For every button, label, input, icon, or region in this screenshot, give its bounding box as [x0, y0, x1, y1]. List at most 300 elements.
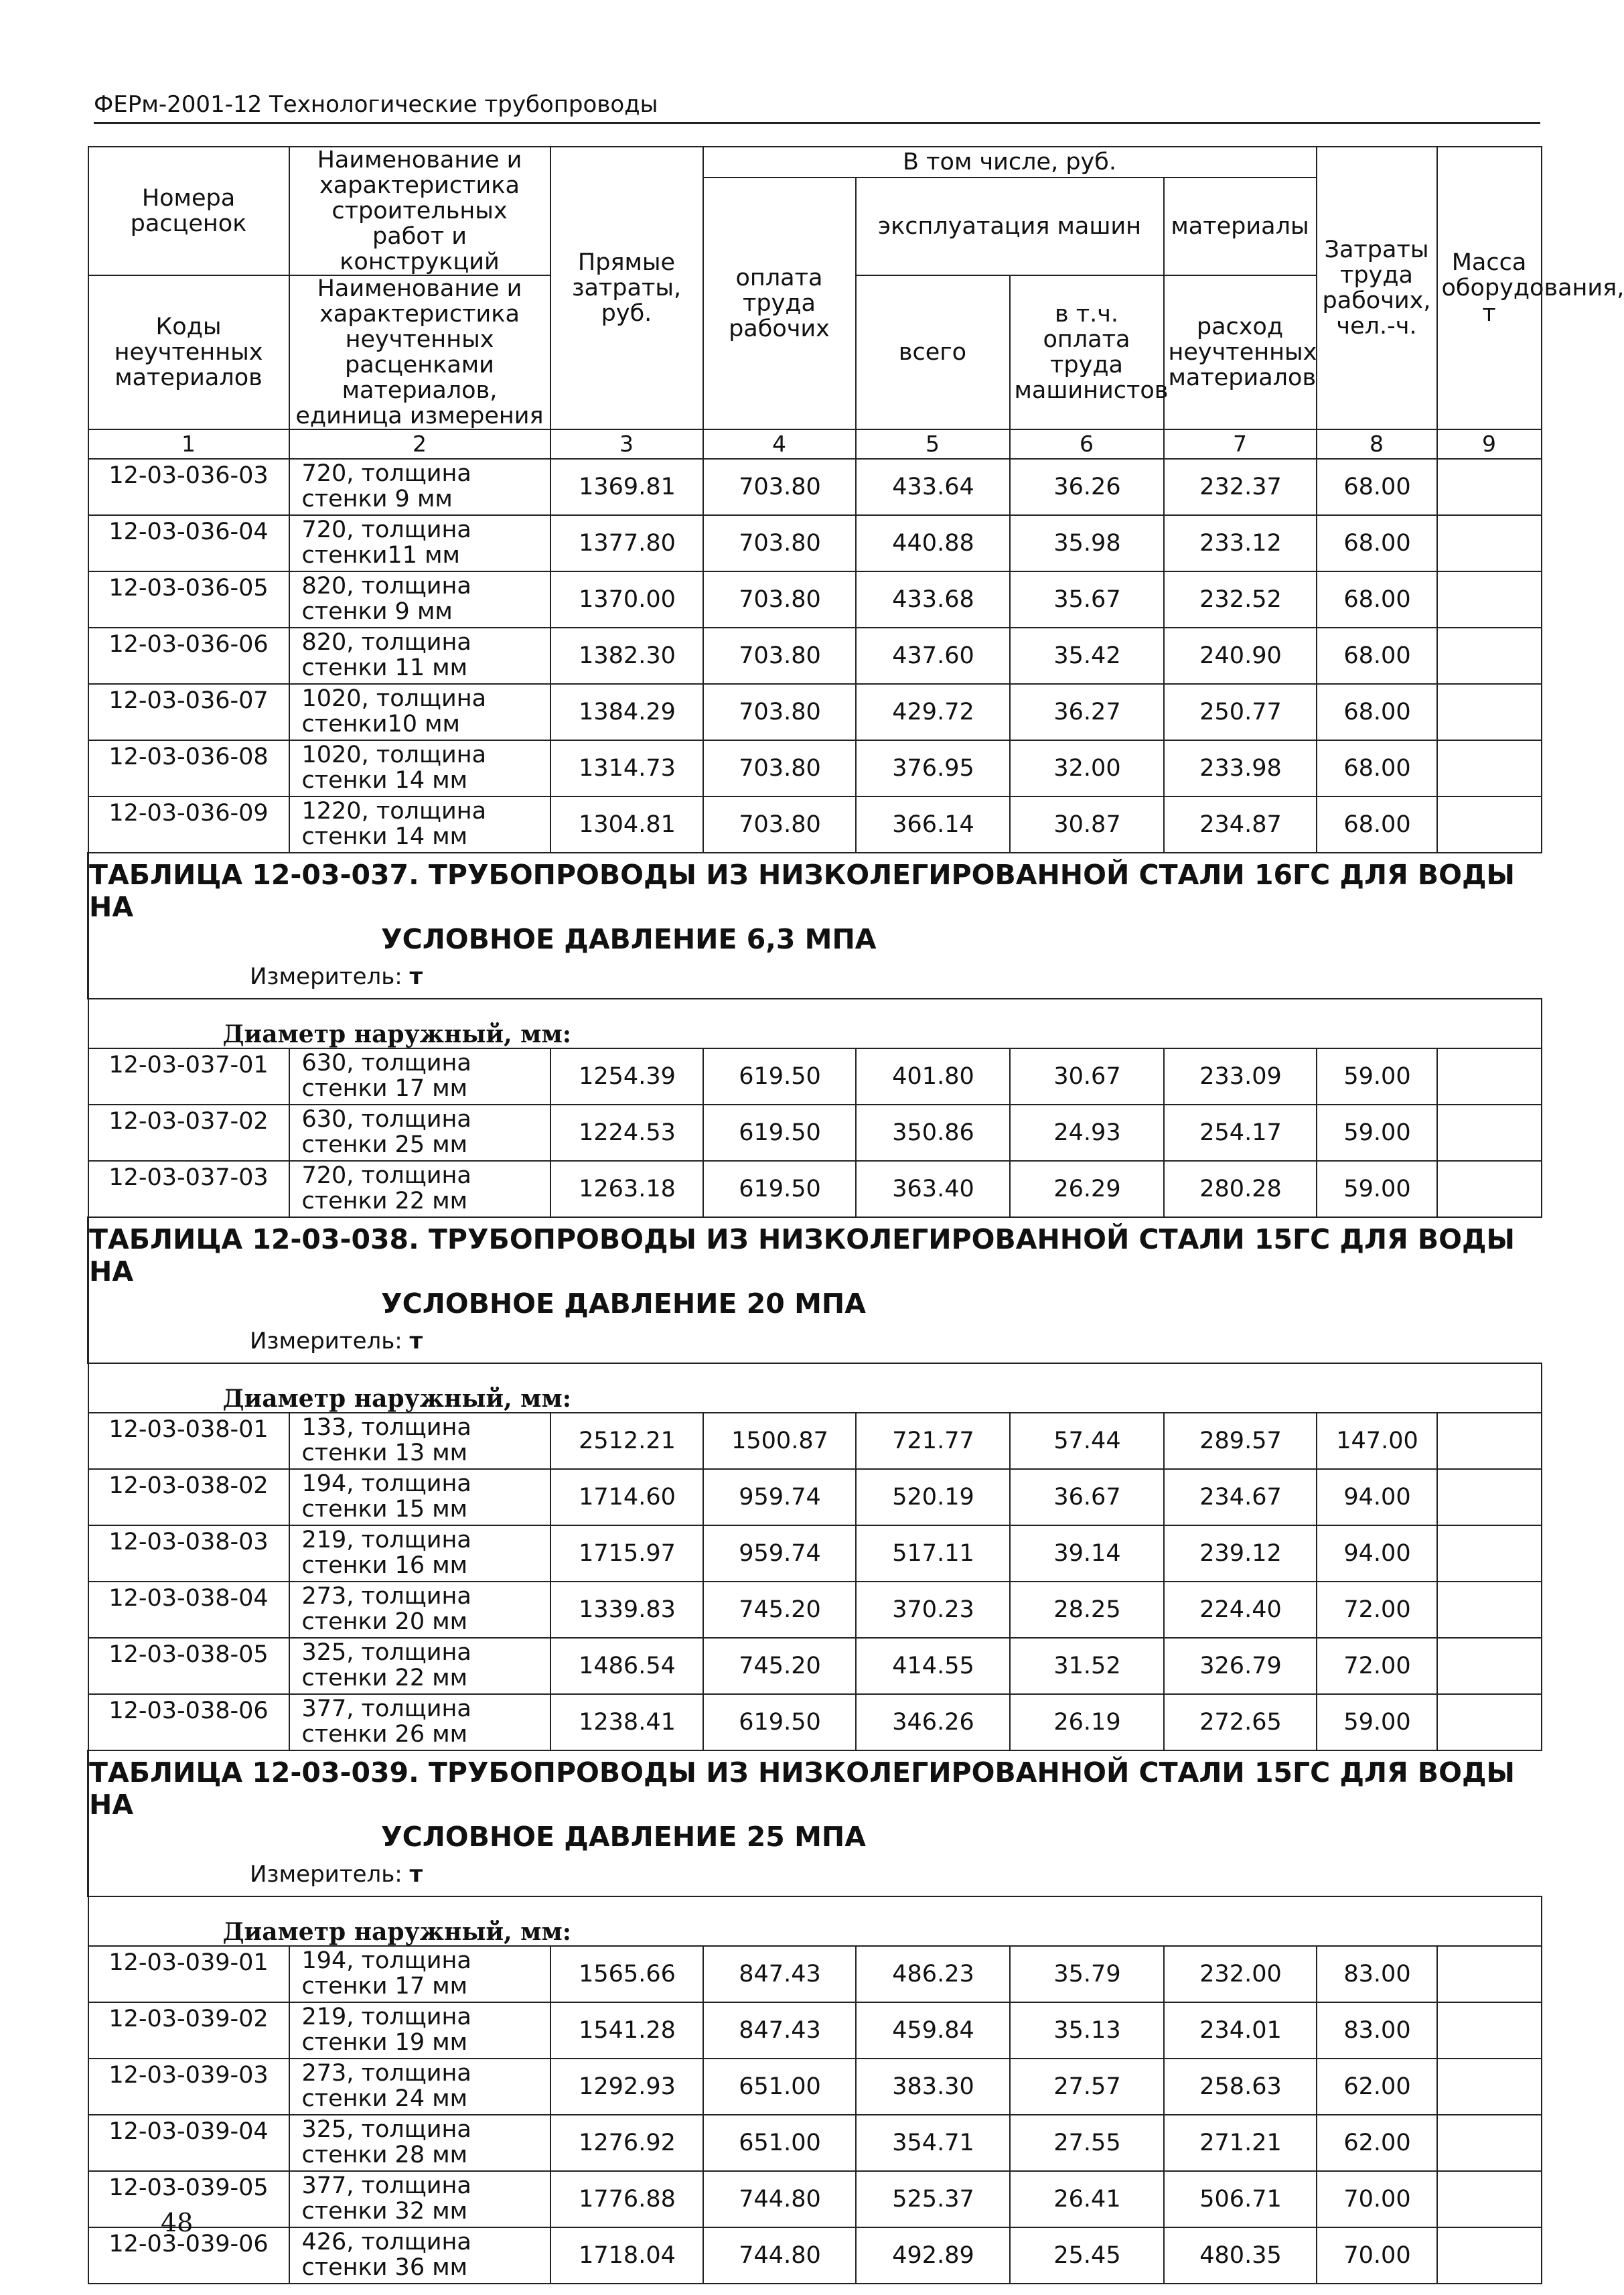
labor-hours-cell: 70.00	[1317, 2171, 1437, 2227]
direct-cost-cell: 1224.53	[550, 1105, 703, 1161]
equipment-mass-cell	[1437, 459, 1542, 515]
equipment-mass-cell	[1437, 1694, 1542, 1750]
page-header: ФЕРм-2001-12 Технологические трубопроводы	[94, 90, 1540, 124]
labor-hours-cell: 72.00	[1317, 1638, 1437, 1694]
description-line: 426, толщина	[301, 2229, 471, 2255]
measure-cell	[88, 1853, 1542, 1896]
description-line: 133, толщина	[301, 1414, 471, 1441]
table-row	[88, 1525, 1542, 1582]
column-number: 8	[1317, 429, 1437, 459]
labor-hours-cell: 59.00	[1317, 1161, 1437, 1217]
column-number: 1	[88, 429, 289, 459]
column-number: 7	[1164, 429, 1317, 459]
operators-pay-cell: 26.41	[1010, 2171, 1164, 2227]
table-row	[88, 1048, 1542, 1105]
machines-total-cell: 354.71	[856, 2115, 1010, 2171]
labor-hours-cell: 68.00	[1317, 515, 1437, 571]
labor-hours-cell: 68.00	[1317, 628, 1437, 684]
rate-description-cell	[289, 1413, 550, 1469]
description-line: 273, толщина	[301, 1583, 471, 1610]
materials-cell: 232.37	[1164, 459, 1317, 515]
machines-total-cell: 401.80	[856, 1048, 1010, 1105]
direct-cost-cell: 1776.88	[550, 2171, 703, 2227]
table-row	[88, 740, 1542, 796]
measure-unit: т	[409, 1328, 423, 1354]
direct-costs-header: Прямые затраты, руб.	[550, 147, 703, 429]
rate-code-cell: 12-03-036-04	[88, 515, 289, 571]
rate-description-cell	[289, 1638, 550, 1694]
description-line: стенки 26 мм	[301, 1721, 468, 1748]
equipment-mass-header: Масса оборудования, т	[1437, 147, 1542, 429]
table-row	[88, 515, 1542, 571]
table-row	[88, 1413, 1542, 1469]
materials-cell: 234.67	[1164, 1469, 1317, 1525]
direct-cost-cell: 1314.73	[550, 740, 703, 796]
column-number: 3	[550, 429, 703, 459]
description-line: стенки 9 мм	[301, 598, 453, 625]
labor-pay-cell: 959.74	[703, 1525, 856, 1582]
direct-cost-cell: 1541.28	[550, 2002, 703, 2059]
description-line: стенки 9 мм	[301, 486, 453, 512]
labor-hours-cell: 62.00	[1317, 2059, 1437, 2115]
materials-cell: 480.35	[1164, 2227, 1317, 2284]
page-number: 48	[161, 2208, 194, 2237]
machines-total-cell: 721.77	[856, 1413, 1010, 1469]
diameter-row	[88, 1896, 1542, 1946]
labor-pay-cell: 744.80	[703, 2171, 856, 2227]
machines-total-cell: 370.23	[856, 1582, 1010, 1638]
section-title-row	[88, 853, 1542, 955]
materials-header: материалы	[1164, 178, 1317, 275]
direct-cost-cell: 1714.60	[550, 1469, 703, 1525]
labor-hours-cell: 83.00	[1317, 2002, 1437, 2059]
machines-total-cell: 440.88	[856, 515, 1010, 571]
labor-pay-cell: 847.43	[703, 2002, 856, 2059]
direct-cost-cell: 1339.83	[550, 1582, 703, 1638]
rate-description-cell	[289, 1582, 550, 1638]
labor-hours-cell: 59.00	[1317, 1048, 1437, 1105]
description-line: 1220, толщина	[301, 798, 487, 825]
equipment-mass-cell	[1437, 2227, 1542, 2284]
rates-table	[87, 146, 1624, 2284]
materials-cell: 232.00	[1164, 1946, 1317, 2002]
machines-total-header: всего	[856, 275, 1010, 429]
machines-total-cell: 363.40	[856, 1161, 1010, 1217]
description-line: 820, толщина	[301, 573, 471, 600]
column-number: 4	[703, 429, 856, 459]
section-title	[88, 853, 1542, 955]
operators-pay-cell: 35.67	[1010, 571, 1164, 628]
section-title	[88, 1217, 1542, 1320]
equipment-mass-cell	[1437, 2171, 1542, 2227]
table-row	[88, 2115, 1542, 2171]
description-line: стенки 11 мм	[301, 654, 468, 681]
materials-cell: 239.12	[1164, 1525, 1317, 1582]
equipment-mass-cell	[1437, 740, 1542, 796]
rate-description-cell	[289, 2227, 550, 2284]
labor-hours-cell: 94.00	[1317, 1525, 1437, 1582]
operators-pay-cell: 36.26	[1010, 459, 1164, 515]
including-header: В том числе, руб.	[703, 147, 1317, 178]
equipment-mass-cell	[1437, 515, 1542, 571]
materials-cell: 234.01	[1164, 2002, 1317, 2059]
description-line: стенки 24 мм	[301, 2085, 468, 2112]
rate-code-cell: 12-03-037-03	[88, 1161, 289, 1217]
machines-total-cell: 517.11	[856, 1525, 1010, 1582]
labor-pay-cell: 703.80	[703, 740, 856, 796]
direct-cost-cell: 1238.41	[550, 1694, 703, 1750]
operators-pay-cell: 26.29	[1010, 1161, 1164, 1217]
labor-cost-header: Затраты труда рабочих, чел.-ч.	[1317, 147, 1437, 429]
machines-total-cell: 350.86	[856, 1105, 1010, 1161]
rate-code-cell: 12-03-036-03	[88, 459, 289, 515]
operators-pay-cell: 30.87	[1010, 796, 1164, 853]
rate-description-cell	[289, 2171, 550, 2227]
equipment-mass-cell	[1437, 571, 1542, 628]
table-row	[88, 1161, 1542, 1217]
table-row	[88, 2227, 1542, 2284]
rate-code-cell: 12-03-039-04	[88, 2115, 289, 2171]
labor-pay-cell: 619.50	[703, 1105, 856, 1161]
rate-code-cell: 12-03-036-07	[88, 684, 289, 740]
rate-description-cell	[289, 515, 550, 571]
equipment-mass-cell	[1437, 1105, 1542, 1161]
rate-description-cell	[289, 1525, 550, 1582]
rate-description-cell	[289, 1048, 550, 1105]
labor-pay-cell: 703.80	[703, 628, 856, 684]
operators-pay-cell: 35.79	[1010, 1946, 1164, 2002]
operators-pay-cell: 36.67	[1010, 1469, 1164, 1525]
rate-code-cell: 12-03-036-08	[88, 740, 289, 796]
machines-total-cell: 383.30	[856, 2059, 1010, 2115]
description-line: 720, толщина	[301, 1162, 471, 1189]
column-number: 9	[1437, 429, 1542, 459]
machines-total-cell: 459.84	[856, 2002, 1010, 2059]
column-number: 2	[289, 429, 550, 459]
description-line: стенки 32 мм	[301, 2198, 468, 2225]
measure-cell	[88, 1320, 1542, 1363]
materials-cell: 234.87	[1164, 796, 1317, 853]
description-line: стенки 22 мм	[301, 1665, 468, 1691]
rate-code-cell: 12-03-038-05	[88, 1638, 289, 1694]
labor-hours-cell: 72.00	[1317, 1582, 1437, 1638]
equipment-mass-cell	[1437, 1469, 1542, 1525]
machines-total-cell: 520.19	[856, 1469, 1010, 1525]
measure-unit: т	[409, 1861, 423, 1888]
codes-materials-header: Коды неучтенных материалов	[88, 275, 289, 429]
rate-code-cell: 12-03-036-06	[88, 628, 289, 684]
measure-label: Измеритель:	[250, 1861, 410, 1888]
table-row	[88, 796, 1542, 853]
diameter-row	[88, 999, 1542, 1048]
rate-description-cell	[289, 1946, 550, 2002]
description-line: 630, толщина	[301, 1106, 471, 1133]
description-line: 377, толщина	[301, 1695, 471, 1722]
rate-description-cell	[289, 796, 550, 853]
equipment-mass-cell	[1437, 1413, 1542, 1469]
labor-hours-cell: 94.00	[1317, 1469, 1437, 1525]
codes-header: Номера расценок	[88, 147, 289, 275]
rate-description-cell	[289, 684, 550, 740]
materials-cell: 326.79	[1164, 1638, 1317, 1694]
operators-pay-cell: 35.13	[1010, 2002, 1164, 2059]
operators-pay-cell: 25.45	[1010, 2227, 1164, 2284]
labor-pay-cell: 703.80	[703, 459, 856, 515]
rate-code-cell: 12-03-037-01	[88, 1048, 289, 1105]
diameter-row	[88, 1363, 1542, 1413]
direct-cost-cell: 1263.18	[550, 1161, 703, 1217]
table-row	[88, 2171, 1542, 2227]
operators-pay-cell: 35.98	[1010, 515, 1164, 571]
machines-total-cell: 346.26	[856, 1694, 1010, 1750]
description-line: стенки 15 мм	[301, 1496, 468, 1523]
equipment-mass-cell	[1437, 796, 1542, 853]
description-line: 325, толщина	[301, 1639, 471, 1666]
operators-pay-cell: 36.27	[1010, 684, 1164, 740]
description-line: стенки 17 мм	[301, 1075, 468, 1102]
direct-cost-cell: 1377.80	[550, 515, 703, 571]
materials-cell: 506.71	[1164, 2171, 1317, 2227]
machines-total-cell: 437.60	[856, 628, 1010, 684]
labor-hours-cell: 70.00	[1317, 2227, 1437, 2284]
materials-cell: 240.90	[1164, 628, 1317, 684]
description-line: 820, толщина	[301, 629, 471, 656]
section-title-line: ТАБЛИЦА 12-03-037. ТРУБОПРОВОДЫ ИЗ НИЗКОЛЕГИРОВАННОЙ СТАЛИ 16ГС ДЛЯ ВОДЫ НА	[89, 859, 1516, 923]
equipment-mass-cell	[1437, 1638, 1542, 1694]
machines-total-cell: 376.95	[856, 740, 1010, 796]
description-line: 194, толщина	[301, 1947, 471, 1974]
column-number: 6	[1010, 429, 1164, 459]
operators-pay-cell: 31.52	[1010, 1638, 1164, 1694]
rate-description-cell	[289, 1469, 550, 1525]
section-title	[88, 1750, 1542, 1853]
column-numbers-row	[88, 429, 1542, 459]
equipment-mass-cell	[1437, 1946, 1542, 2002]
equipment-mass-cell	[1437, 1582, 1542, 1638]
table-row	[88, 2002, 1542, 2059]
labor-hours-cell: 68.00	[1317, 796, 1437, 853]
machines-header: эксплуатация машин	[856, 178, 1164, 275]
description-line: стенки 16 мм	[301, 1552, 468, 1579]
rate-code-cell: 12-03-039-01	[88, 1946, 289, 2002]
table-row	[88, 1638, 1542, 1694]
operators-pay-cell: 57.44	[1010, 1413, 1164, 1469]
operators-pay-cell: 30.67	[1010, 1048, 1164, 1105]
equipment-mass-cell	[1437, 2115, 1542, 2171]
machines-total-cell: 492.89	[856, 2227, 1010, 2284]
rate-description-cell	[289, 459, 550, 515]
labor-pay-cell: 744.80	[703, 2227, 856, 2284]
labor-pay-header: оплата труда рабочих	[703, 178, 856, 429]
rate-description-cell	[289, 2002, 550, 2059]
rate-code-cell: 12-03-036-09	[88, 796, 289, 853]
rate-code-cell: 12-03-039-02	[88, 2002, 289, 2059]
rate-code-cell: 12-03-038-02	[88, 1469, 289, 1525]
table-row	[88, 1105, 1542, 1161]
direct-cost-cell: 1292.93	[550, 2059, 703, 2115]
equipment-mass-cell	[1437, 2059, 1542, 2115]
rate-code-cell: 12-03-038-03	[88, 1525, 289, 1582]
operators-pay-cell: 27.55	[1010, 2115, 1164, 2171]
measure-label: Измеритель:	[250, 1328, 410, 1354]
description-line: стенки 36 мм	[301, 2254, 468, 2281]
materials-unaccounted-header: расход неучтенных материалов	[1164, 275, 1317, 429]
machines-total-cell: 429.72	[856, 684, 1010, 740]
labor-pay-cell: 703.80	[703, 515, 856, 571]
operators-pay-cell: 32.00	[1010, 740, 1164, 796]
machines-total-cell: 486.23	[856, 1946, 1010, 2002]
description-line: стенки 20 мм	[301, 1608, 468, 1635]
measure-label: Измеритель:	[250, 963, 410, 990]
direct-cost-cell: 1718.04	[550, 2227, 703, 2284]
equipment-mass-cell	[1437, 684, 1542, 740]
rate-description-cell	[289, 740, 550, 796]
equipment-mass-cell	[1437, 628, 1542, 684]
section-title-row	[88, 1217, 1542, 1320]
rate-description-cell	[289, 628, 550, 684]
description-line: 720, толщина	[301, 516, 471, 543]
table-row	[88, 2059, 1542, 2115]
operators-pay-cell: 26.19	[1010, 1694, 1164, 1750]
description-line: 219, толщина	[301, 2004, 471, 2030]
rate-description-cell	[289, 1694, 550, 1750]
operators-pay-cell: 27.57	[1010, 2059, 1164, 2115]
section-title-line: УСЛОВНОЕ ДАВЛЕНИЕ 25 МПА	[381, 1821, 866, 1853]
direct-cost-cell: 1369.81	[550, 459, 703, 515]
materials-cell: 254.17	[1164, 1105, 1317, 1161]
description-line: 1020, толщина	[301, 685, 487, 712]
equipment-mass-cell	[1437, 1525, 1542, 1582]
direct-cost-cell: 1565.66	[550, 1946, 703, 2002]
machines-total-cell: 525.37	[856, 2171, 1010, 2227]
section-title-line: УСЛОВНОЕ ДАВЛЕНИЕ 20 МПА	[381, 1288, 866, 1320]
direct-cost-cell: 2512.21	[550, 1413, 703, 1469]
materials-cell: 233.12	[1164, 515, 1317, 571]
machines-total-cell: 366.14	[856, 796, 1010, 853]
rate-description-cell	[289, 571, 550, 628]
labor-pay-cell: 745.20	[703, 1582, 856, 1638]
labor-pay-cell: 703.80	[703, 571, 856, 628]
labor-pay-cell: 651.00	[703, 2059, 856, 2115]
rate-description-cell	[289, 2059, 550, 2115]
table-row	[88, 459, 1542, 515]
materials-cell: 232.52	[1164, 571, 1317, 628]
labor-pay-cell: 745.20	[703, 1638, 856, 1694]
labor-pay-cell: 847.43	[703, 1946, 856, 2002]
equipment-mass-cell	[1437, 1048, 1542, 1105]
labor-pay-cell: 959.74	[703, 1469, 856, 1525]
description-line: стенки 17 мм	[301, 1973, 468, 2000]
machines-operators-header: в т.ч. оплата труда машинистов	[1010, 275, 1164, 429]
section-title-line: УСЛОВНОЕ ДАВЛЕНИЕ 6,3 МПА	[381, 923, 877, 955]
measure-unit: т	[409, 963, 423, 990]
section-title-row	[88, 1750, 1542, 1853]
rate-description-cell	[289, 1161, 550, 1217]
materials-cell: 289.57	[1164, 1413, 1317, 1469]
labor-pay-cell: 651.00	[703, 2115, 856, 2171]
column-number: 5	[856, 429, 1010, 459]
direct-cost-cell: 1384.29	[550, 684, 703, 740]
rate-code-cell: 12-03-039-06	[88, 2227, 289, 2284]
labor-pay-cell: 619.50	[703, 1161, 856, 1217]
direct-cost-cell: 1304.81	[550, 796, 703, 853]
operators-pay-cell: 39.14	[1010, 1525, 1164, 1582]
labor-pay-cell: 1500.87	[703, 1413, 856, 1469]
section-title-line: ТАБЛИЦА 12-03-038. ТРУБОПРОВОДЫ ИЗ НИЗКОЛЕГИРОВАННОЙ СТАЛИ 15ГС ДЛЯ ВОДЫ НА	[89, 1223, 1516, 1288]
rate-code-cell: 12-03-039-03	[88, 2059, 289, 2115]
description-line: стенки 22 мм	[301, 1188, 468, 1214]
description-line: стенки 28 мм	[301, 2142, 468, 2168]
direct-cost-cell: 1254.39	[550, 1048, 703, 1105]
description-line: стенки 25 мм	[301, 1131, 468, 1158]
labor-hours-cell: 62.00	[1317, 2115, 1437, 2171]
materials-cell: 233.98	[1164, 740, 1317, 796]
diameter-label: Диаметр наружный, мм:	[88, 999, 1542, 1048]
operators-pay-cell: 24.93	[1010, 1105, 1164, 1161]
rate-description-cell	[289, 2115, 550, 2171]
direct-cost-cell: 1276.92	[550, 2115, 703, 2171]
labor-pay-cell: 619.50	[703, 1694, 856, 1750]
measure-row	[88, 1320, 1542, 1363]
materials-cell: 250.77	[1164, 684, 1317, 740]
name-materials-header: Наименование и характеристика неучтенных расценками материалов, единица измерения	[289, 275, 550, 429]
rate-code-cell: 12-03-037-02	[88, 1105, 289, 1161]
rate-code-cell: 12-03-039-05	[88, 2171, 289, 2227]
rate-code-cell: 12-03-038-06	[88, 1694, 289, 1750]
measure-cell	[88, 955, 1542, 999]
description-line: 630, толщина	[301, 1050, 471, 1076]
description-line: 219, толщина	[301, 1527, 471, 1553]
materials-cell: 258.63	[1164, 2059, 1317, 2115]
description-line: стенки10 мм	[301, 711, 460, 738]
table-row	[88, 1582, 1542, 1638]
labor-pay-cell: 619.50	[703, 1048, 856, 1105]
machines-total-cell: 433.64	[856, 459, 1010, 515]
equipment-mass-cell	[1437, 1161, 1542, 1217]
direct-cost-cell: 1486.54	[550, 1638, 703, 1694]
machines-total-cell: 414.55	[856, 1638, 1010, 1694]
labor-hours-cell: 68.00	[1317, 684, 1437, 740]
table-row	[88, 1469, 1542, 1525]
materials-cell: 272.65	[1164, 1694, 1317, 1750]
name-header: Наименование и характеристика строительных работ и конструкций	[289, 147, 550, 275]
table-row	[88, 628, 1542, 684]
operators-pay-cell: 35.42	[1010, 628, 1164, 684]
labor-hours-cell: 147.00	[1317, 1413, 1437, 1469]
description-line: стенки 19 мм	[301, 2029, 468, 2056]
description-line: стенки 13 мм	[301, 1440, 468, 1466]
description-line: 194, толщина	[301, 1470, 471, 1497]
description-line: 377, толщина	[301, 2172, 471, 2199]
materials-cell: 233.09	[1164, 1048, 1317, 1105]
table-row	[88, 1946, 1542, 2002]
materials-cell: 224.40	[1164, 1582, 1317, 1638]
rate-description-cell	[289, 1105, 550, 1161]
materials-cell: 271.21	[1164, 2115, 1317, 2171]
table-row	[88, 684, 1542, 740]
labor-hours-cell: 68.00	[1317, 740, 1437, 796]
measure-row	[88, 955, 1542, 999]
description-line: стенки 14 мм	[301, 823, 468, 850]
equipment-mass-cell	[1437, 2002, 1542, 2059]
diameter-label: Диаметр наружный, мм:	[88, 1896, 1542, 1946]
labor-hours-cell: 68.00	[1317, 459, 1437, 515]
rate-code-cell: 12-03-038-04	[88, 1582, 289, 1638]
diameter-label: Диаметр наружный, мм:	[88, 1363, 1542, 1413]
direct-cost-cell: 1715.97	[550, 1525, 703, 1582]
materials-cell: 280.28	[1164, 1161, 1317, 1217]
description-line: 720, толщина	[301, 460, 471, 487]
